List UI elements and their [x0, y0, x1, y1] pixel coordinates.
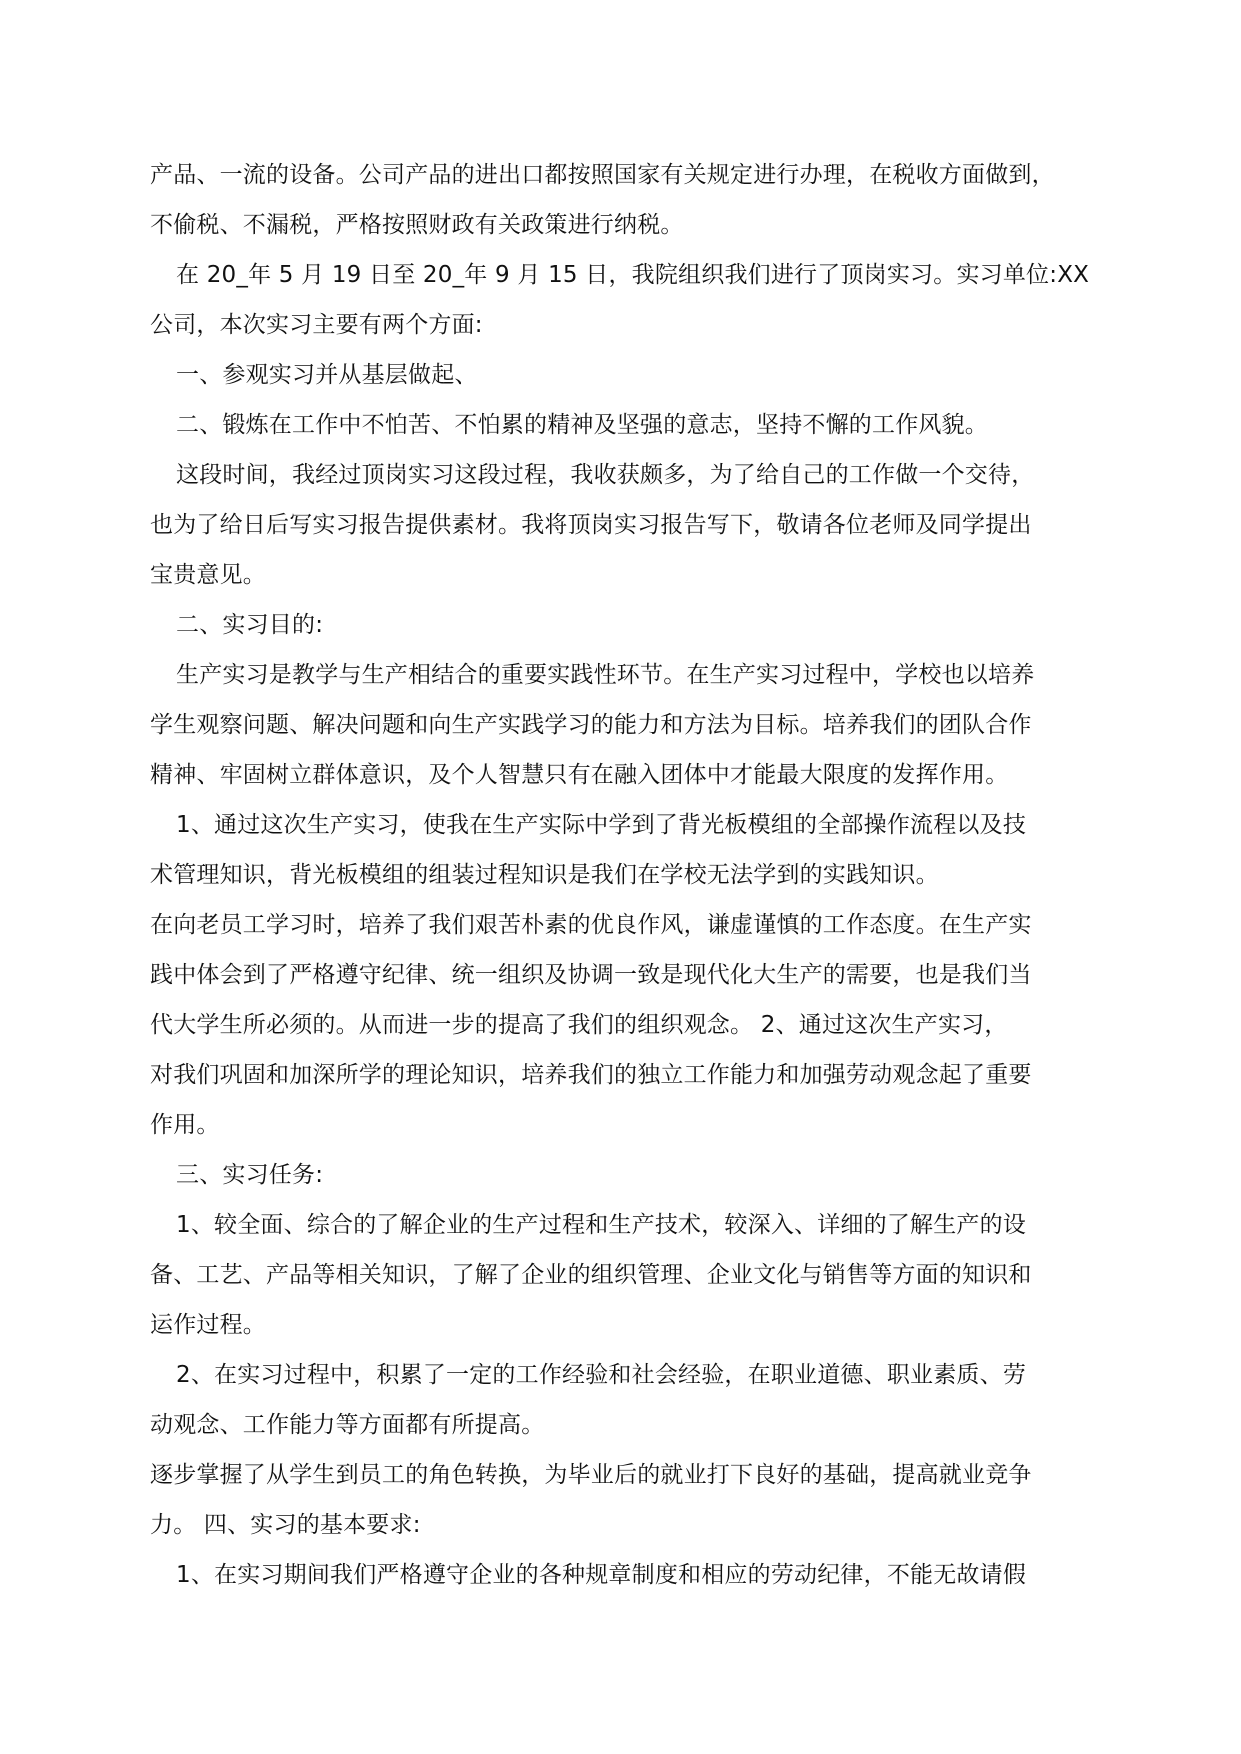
text-line: 产品、一流的设备。公司产品的进出口都按照国家有关规定进行办理，在税收方面做到，: [150, 162, 1055, 188]
text-line: 精神、牢固树立群体意识，及个人智慧只有在融入团体中才能最大限度的发挥作用。: [150, 762, 1009, 788]
text-line: 在向老员工学习时，培养了我们艰苦朴素的优良作风，谦虚谨慎的工作态度。在生产实: [150, 912, 1032, 938]
text-line: 不偷税、不漏税，严格按照财政有关政策进行纳税。: [150, 212, 684, 238]
text-line: 动观念、工作能力等方面都有所提高。: [150, 1412, 545, 1438]
text-line: 力。 四、实习的基本要求:: [150, 1512, 421, 1538]
text-line: 备、工艺、产品等相关知识，了解了企业的组织管理、企业文化与销售等方面的知识和: [150, 1262, 1032, 1288]
text-line: 践中体会到了严格遵守纪律、统一组织及协调一致是现代化大生产的需要，也是我们当: [150, 962, 1032, 988]
text-line: 公司，本次实习主要有两个方面:: [150, 312, 483, 338]
text-line: 术管理知识，背光板模组的组装过程知识是我们在学校无法学到的实践知识。: [150, 862, 939, 888]
text-line: 1、较全面、综合的了解企业的生产过程和生产技术，较深入、详细的了解生产的设: [176, 1212, 1027, 1238]
text-line: 2、在实习过程中，积累了一定的工作经验和社会经验，在职业道德、职业素质、劳: [176, 1362, 1027, 1388]
text-line: 二、锻炼在工作中不怕苦、不怕累的精神及坚强的意志，坚持不懈的工作风貌。: [176, 412, 988, 438]
text-line: 在 20_年 5 月 19 日至 20_年 9 月 15 日，我院组织我们进行了顶岗实习。实习单位:XX: [176, 262, 1090, 288]
text-line: 逐步掌握了从学生到员工的角色转换，为毕业后的就业打下良好的基础，提高就业竞争: [150, 1462, 1032, 1488]
text-line: 也为了给日后写实习报告提供素材。我将顶岗实习报告写下，敬请各位老师及同学提出: [150, 512, 1032, 538]
text-line: 一、参观实习并从基层做起、: [176, 362, 478, 388]
text-line: 宝贵意见。: [150, 562, 266, 588]
text-line: 生产实习是教学与生产相结合的重要实践性环节。在生产实习过程中，学校也以培养: [176, 662, 1035, 688]
text-line: 1、通过这次生产实习，使我在生产实际中学到了背光板模组的全部操作流程以及技: [176, 812, 1027, 838]
document-body: [150, 150, 1095, 1600]
text-line: 这段时间，我经过顶岗实习这段过程，我收获颇多，为了给自己的工作做一个交待，: [176, 462, 1035, 488]
text-line: 对我们巩固和加深所学的理论知识，培养我们的独立工作能力和加强劳动观念起了重要: [150, 1062, 1032, 1088]
text-line: 1、在实习期间我们严格遵守企业的各种规章制度和相应的劳动纪律，不能无故请假: [176, 1562, 1027, 1588]
text-line: 运作过程。: [150, 1312, 266, 1338]
section-heading: 二、实习目的:: [176, 612, 324, 638]
text-line: 作用。: [150, 1112, 220, 1138]
section-heading: 三、实习任务:: [176, 1162, 324, 1188]
text-line: 学生观察问题、解决问题和向生产实践学习的能力和方法为目标。培养我们的团队合作: [150, 712, 1032, 738]
text-line: 代大学生所必须的。从而进一步的提高了我们的组织观念。 2、通过这次生产实习，: [150, 1012, 1008, 1038]
